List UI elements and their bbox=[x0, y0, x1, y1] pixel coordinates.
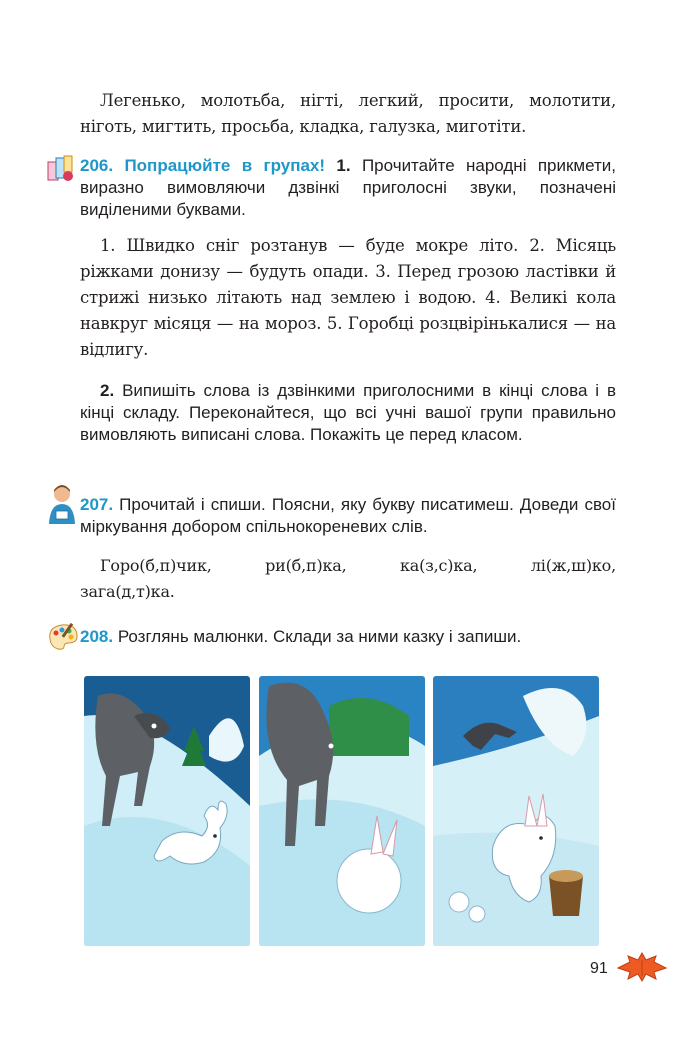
words-paragraph bbox=[80, 88, 616, 140]
ex207-text: Прочитай і спиши. Поясни, яку букву писатимеш. Доведи свої міркування добором спільнокореневих слів. bbox=[80, 495, 616, 536]
word-item: лі(ж,ш)ко, bbox=[530, 556, 616, 575]
maple-leaf-icon bbox=[616, 952, 668, 982]
illustration-wolf-chasing-hare bbox=[84, 676, 250, 946]
student-icon bbox=[46, 484, 78, 526]
ex206-heading: Попрацюйте в групах! bbox=[124, 156, 326, 175]
illustration-wolf-snowball bbox=[259, 676, 425, 946]
ex207-words bbox=[80, 553, 616, 605]
drawing-palette-icon bbox=[46, 621, 80, 651]
ex206-task2-number: 2. bbox=[100, 381, 115, 400]
ex206-task2-text: Випишіть слова із дзвінкими приголосними в кінці слова і в кінці складу. Переконайтеся, що всі учні вашої групи правильно вимовляють виписані слова. Покажіть це перед класом. bbox=[80, 381, 616, 444]
ex207-number: 207. bbox=[80, 495, 114, 514]
word-item-last: зага(д,т)ка. bbox=[80, 582, 175, 601]
ex207-instructions bbox=[80, 494, 616, 538]
page-number: 91 bbox=[590, 960, 608, 977]
words-text: Легенько, молотьба, нігті, легкий, просити, молотити, ніготь, мигтить, просьба, кладка, галузка, миготіти. bbox=[80, 91, 616, 136]
ex206-task1-text: Прочитайте народні прикмети, виразно вимовляючи дзвінкі приголосні звуки, позначені виділеними буквами. bbox=[80, 156, 616, 219]
ex206-task1 bbox=[80, 155, 616, 221]
ex206-task1-number: 1. bbox=[336, 156, 351, 175]
ex208-text: Розглянь малюнки. Склади за ними казку і запиши. bbox=[117, 627, 522, 646]
word-item: ка(з,с)ка, bbox=[399, 556, 478, 575]
group-work-icon bbox=[46, 154, 76, 184]
illustration-hare-escaping bbox=[433, 676, 599, 946]
ex206-task2 bbox=[80, 380, 616, 446]
word-item: ри(б,п)ка, bbox=[265, 556, 347, 575]
proverbs-paragraph bbox=[80, 233, 616, 363]
word-item: Горо(б,п)чик, bbox=[100, 556, 212, 575]
ex208-number: 208. bbox=[80, 627, 114, 646]
ex208-instructions bbox=[80, 626, 616, 648]
proverbs-text: 1. Швидко сніг розтанув — буде мокре літо. 2. Місяць ріжками донизу — будуть опади. 3. Перед грозою ластівки й стрижі низько літають над землею і водою. 4. Великі кола навкруг місяця — на мороз. 5. Горобці розцвірінькалися — на відлигу. bbox=[80, 236, 616, 359]
ex206-number: 206. bbox=[80, 156, 114, 175]
